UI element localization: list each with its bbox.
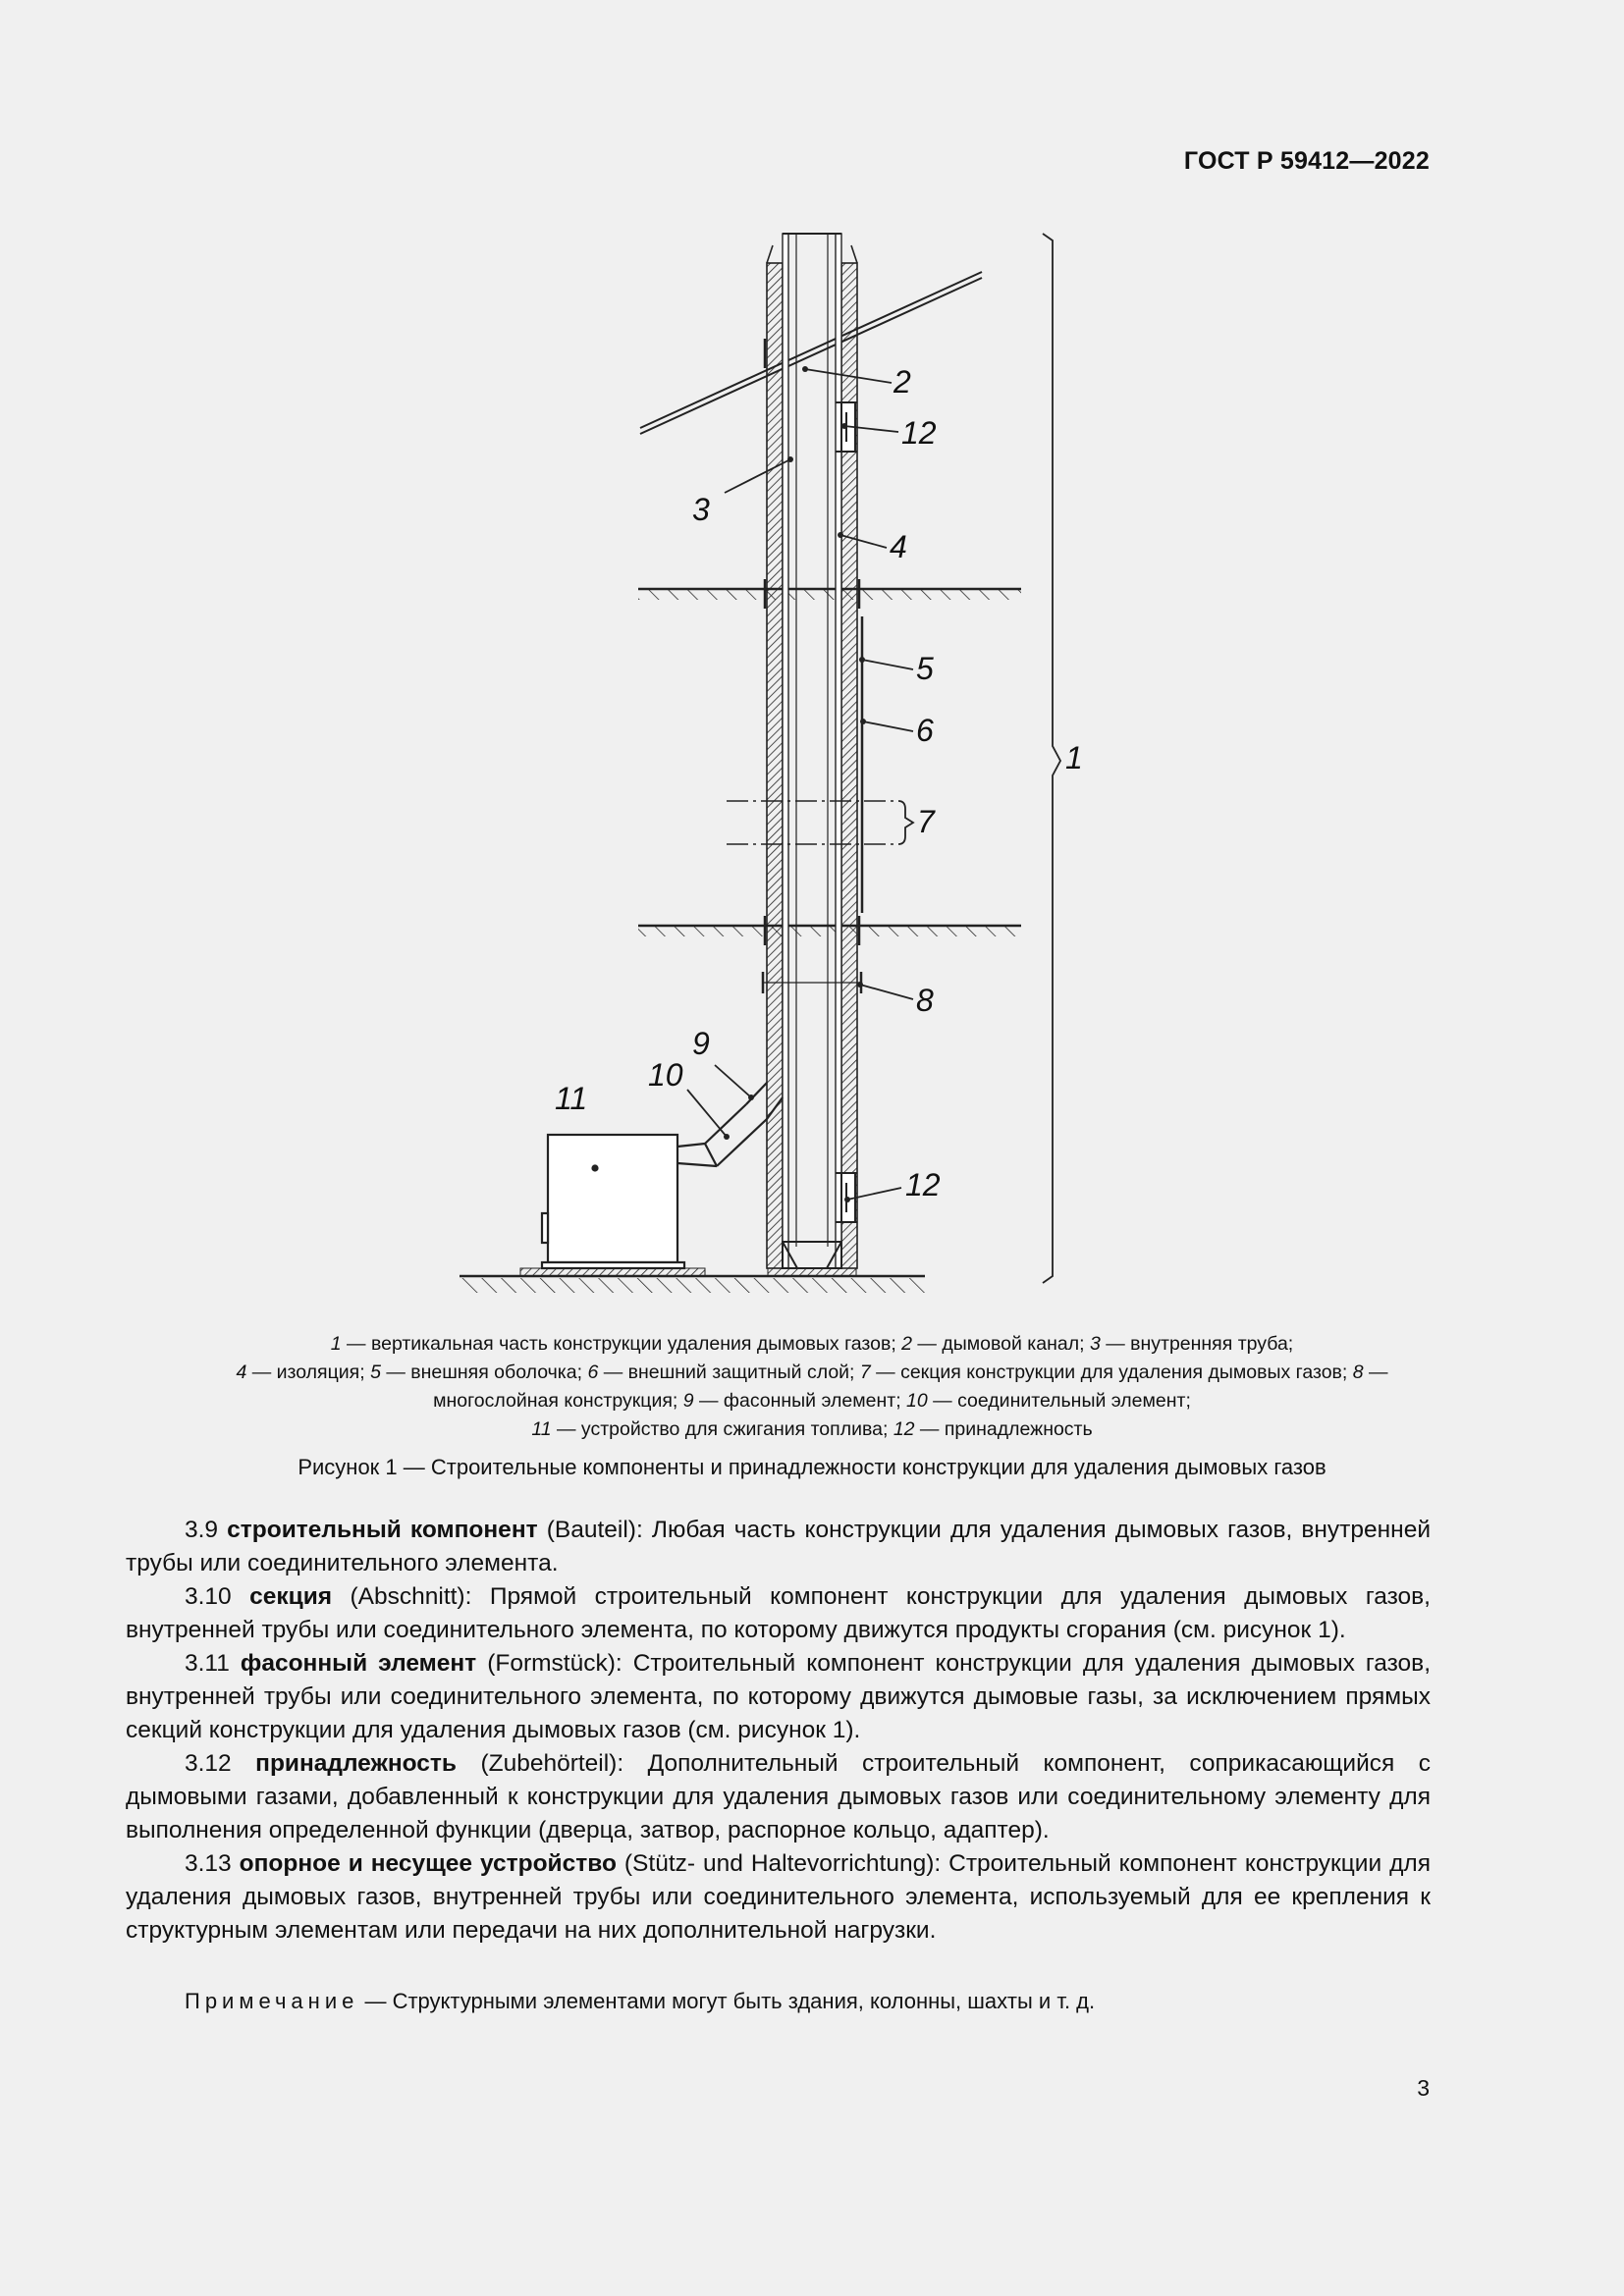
definition-text: (Stütz- und Haltevorrichtung): Строительный компонент конструкции для удаления дымовых газов, внутренней трубы или соединительного элемента, используемый для ее крепления к структурным элементам или передачи на них дополнительной нагрузки. [126,1850,1431,1944]
legend-text: — многослойная конструкция; [433,1362,1388,1412]
legend-num: 4 [236,1362,247,1383]
legend-num: 5 [370,1362,381,1383]
label-12-lower: 12 [905,1167,941,1202]
definition-term: секция [249,1583,333,1610]
definition-3-11 [126,1647,1431,1747]
legend-num: 8 [1352,1362,1364,1383]
note [126,1989,1431,2014]
legend-num: 1 [330,1333,342,1355]
definition-3-13 [126,1847,1431,1948]
standard-code: ГОСТ Р 59412—2022 [1183,147,1430,175]
definitions [126,1514,1431,1948]
legend-text: — внешний защитный слой; [598,1362,860,1383]
definition-number: 3.13 [185,1850,240,1877]
label-9: 9 [692,1026,710,1061]
label-10: 10 [648,1057,683,1093]
figure-legend [196,1330,1428,1444]
label-6: 6 [916,713,934,748]
definition-text: (Bauteil): Любая часть конструкции для удаления дымовых газов, внутренней трубы или соединительного элемента. [126,1517,1432,1576]
legend-num: 10 [906,1390,928,1412]
chimney-base [783,1242,841,1268]
label-3: 3 [692,492,710,527]
definition-text: (Zubehörteil): Дополнительный строительный компонент, соприкасающийся с дымовыми газами, добавленный к конструкции для удаления дымовых газов или соединительному элементу для выполнения определенной функции (дверца, затвор, распорное кольцо, адаптер). [126,1750,1431,1843]
label-12-upper: 12 [901,415,937,451]
ground [460,1268,925,1293]
legend-text: — изоляция; [246,1362,371,1383]
figure-caption: Рисунок 1 — Строительные компоненты и принадлежности конструкции для удаления дымовых газов [298,1455,1326,1479]
legend-num: 7 [859,1362,871,1383]
definition-number: 3.12 [185,1750,256,1777]
label-11: 11 [555,1081,588,1116]
roof [640,272,982,434]
definition-text: (Formstück): Строительный компонент конструкции для удаления дымовых газов, внутренней трубы или соединительного элемента, по которому движутся дымовые газы, за исключением прямых секций конструкции для удаления дымовых газов (см. рисунок 1). [126,1650,1431,1743]
note-text: — Структурными элементами могут быть здания, колонны, шахты и т. д. [358,1989,1096,2013]
floor-middle [638,926,1021,936]
legend-num: 12 [893,1418,915,1440]
definition-term: строительный компонент [227,1517,538,1543]
legend-text: — фасонный элемент; [693,1390,907,1412]
definition-number: 3.9 [185,1517,228,1543]
definition-3-9 [126,1514,1431,1580]
page-number: 3 [1417,2075,1430,2101]
legend-text: — соединительный элемент; [927,1390,1191,1412]
label-5: 5 [916,651,934,686]
legend-num: 11 [531,1418,552,1440]
definition-number: 3.11 [185,1650,241,1677]
legend-text: — устройство для сжигания топлива; [551,1418,893,1440]
legend-text: — внутренняя труба; [1100,1333,1294,1355]
legend-text: — внешняя оболочка; [380,1362,588,1383]
label-8: 8 [916,983,934,1018]
chimney-figure [432,221,1119,1310]
leader-lines [687,234,1060,1283]
chimney-walls [767,234,857,1268]
label-2: 2 [893,364,911,400]
definition-text: (Abschnitt): Прямой строительный компонент конструкции для удаления дымовых газов, внутренней трубы или соединительного элемента, по которому движутся продукты сгорания (см. рисунок 1). [126,1583,1431,1643]
legend-text: — принадлежность [914,1418,1093,1440]
definition-3-10 [126,1580,1431,1647]
section-lines [727,801,893,844]
legend-num: 9 [682,1390,694,1412]
legend-num: 2 [901,1333,913,1355]
legend-text: — секция конструкции для удаления дымовых газов; [870,1362,1353,1383]
legend-text: — вертикальная часть конструкции удаления дымовых газов; [341,1333,902,1355]
definition-term: фасонный элемент [240,1650,477,1677]
legend-num: 6 [587,1362,599,1383]
definition-3-12 [126,1747,1431,1847]
floor-upper [638,589,1021,600]
definition-term: принадлежность [255,1750,457,1777]
definition-term: опорное и несущее устройство [239,1850,617,1877]
legend-text: — дымовой канал; [912,1333,1090,1355]
note-label: Примечание [185,1989,359,2013]
legend-num: 3 [1089,1333,1101,1355]
label-7: 7 [917,804,935,839]
chimney-diagram [432,221,1119,1310]
definition-number: 3.10 [185,1583,250,1610]
label-4: 4 [890,529,907,564]
label-1: 1 [1065,740,1083,775]
boiler [542,1135,684,1268]
